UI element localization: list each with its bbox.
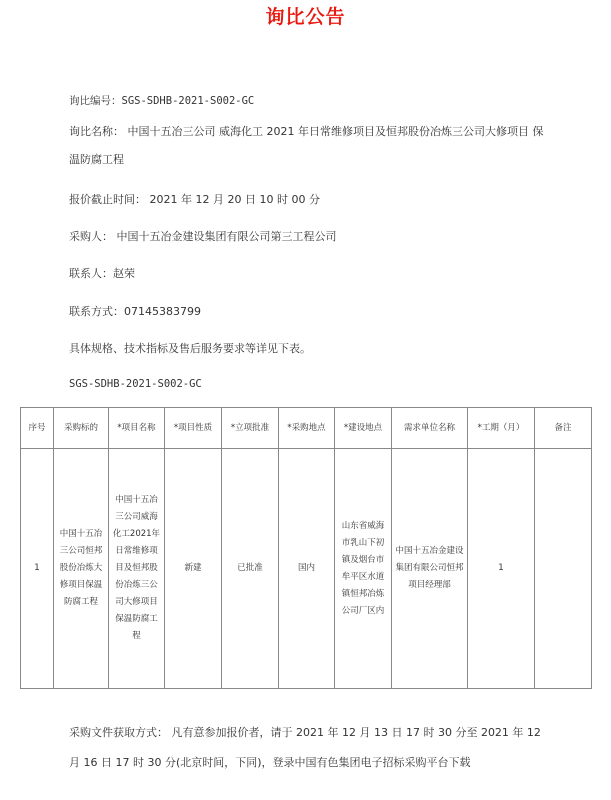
cell-project-nature: 新建	[165, 449, 222, 689]
header-cell: *项目名称	[109, 408, 165, 449]
header-cell: *建设地点	[335, 408, 392, 449]
inquiry-name: 询比名称： 中国十五冶三公司 威海化工 2021 年日常维修项目及恒邦股份冶炼三公司大修项目 保温防腐工程	[69, 125, 544, 166]
cell-subject: 中国十五冶三公司恒邦股份冶炼大修项目保温防腐工程	[54, 449, 109, 689]
header-cell: 需求单位名称	[392, 408, 468, 449]
cell-project-name: 中国十五冶三公司威海化工2021年日常维修项目及恒邦股份冶炼三公司大修项目 保温防腐工程	[109, 449, 165, 689]
procurement-table	[20, 407, 592, 689]
cell-build-location: 山东省威海市乳山下初镇及烟台市牟平区水道镇恒邦冶炼公司厂区内	[335, 449, 392, 689]
spec-note: 具体规格、技术指标及售后服务要求等详见下表。	[69, 342, 311, 355]
cell-demand-unit: 中国十五冶金建设集团有限公司恒邦项目经理部	[392, 449, 468, 689]
header-cell: *项目性质	[165, 408, 222, 449]
table-header-row	[21, 408, 592, 449]
header-cell: *工期（月）	[468, 408, 535, 449]
cell-remark	[535, 449, 592, 689]
cell-index: 1	[21, 449, 54, 689]
table-row	[21, 449, 592, 689]
cell-purchase-location: 国内	[279, 449, 335, 689]
quote-deadline: 报价截止时间： 2021 年 12 月 20 日 10 时 00 分	[69, 193, 320, 206]
cell-approval: 已批准	[222, 449, 279, 689]
purchaser: 采购人： 中国十五冶金建设集团有限公司第三工程公司	[69, 230, 337, 243]
header-cell: *立项批准	[222, 408, 279, 449]
inquiry-code-repeat: SGS-SDHB-2021-S002-GC	[69, 378, 202, 390]
header-cell: 采购标的	[54, 408, 109, 449]
inquiry-code: 询比编号：SGS-SDHB-2021-S002-GC	[69, 95, 255, 107]
document-acquisition: 采购文件获取方式： 凡有意参加报价者，请于 2021 年 12 月 13 日 17 时 30 分至 2021 年 12 月 16 日 17 时 30 分(北京时间，下同)，登录中国有色集团电子招标采购平台下载	[69, 726, 541, 769]
cell-duration: 1	[468, 449, 535, 689]
contact-person: 联系人：赵荣	[69, 267, 135, 280]
page-title: 询比公告	[265, 6, 346, 28]
header-cell: *采购地点	[279, 408, 335, 449]
header-cell: 序号	[21, 408, 54, 449]
header-cell: 备注	[535, 408, 592, 449]
contact-phone: 联系方式：07145383799	[69, 305, 201, 318]
